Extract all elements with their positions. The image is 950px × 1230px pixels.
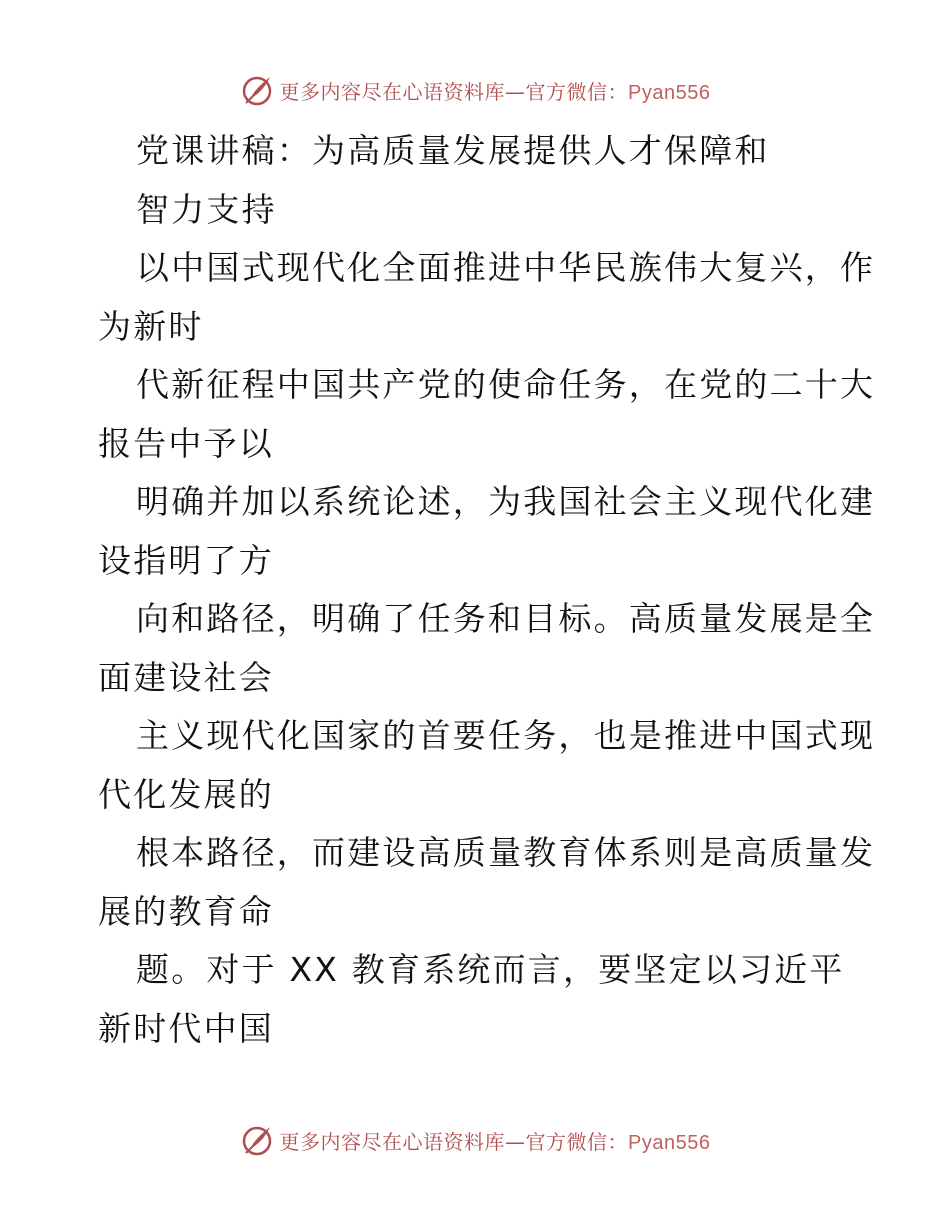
feather-logo-icon bbox=[240, 73, 274, 107]
paragraph-line: 题。对于 XX 教育系统而言，要坚定以习近平 bbox=[136, 950, 845, 989]
document-title-line-2: 智力支持 bbox=[136, 189, 277, 229]
feather-logo-icon bbox=[240, 1123, 274, 1157]
paragraph-line: 主义现代化国家的首要任务，也是推进中国式现 bbox=[136, 716, 876, 755]
document-title-line-1: 党课讲稿：为高质量发展提供人才保障和 bbox=[136, 131, 770, 170]
paragraph-line: 为新时 bbox=[98, 306, 204, 346]
paragraph-line: 面建设社会 bbox=[98, 657, 274, 697]
document-body bbox=[98, 122, 876, 1058]
header-handle: Pyan556 bbox=[628, 81, 711, 104]
paragraph-line: 新时代中国 bbox=[98, 1008, 274, 1048]
paragraph-line: 报告中予以 bbox=[98, 423, 274, 463]
footer-text: 更多内容尽在心语资料库—官方微信： bbox=[279, 1129, 629, 1154]
paragraph-line: 展的教育命 bbox=[98, 891, 274, 931]
paragraph-line: 根本路径，而建设高质量教育体系则是高质量发 bbox=[136, 833, 876, 872]
header-text: 更多内容尽在心语资料库—官方微信： bbox=[279, 79, 629, 104]
paragraph-line: 代化发展的 bbox=[98, 774, 274, 814]
paragraph-line: 设指明了方 bbox=[98, 540, 274, 580]
footer-handle: Pyan556 bbox=[628, 1131, 711, 1154]
paragraph-line: 明确并加以系统论述，为我国社会主义现代化建 bbox=[136, 482, 876, 521]
footer-watermark bbox=[0, 1120, 950, 1160]
paragraph-line: 代新征程中国共产党的使命任务，在党的二十大 bbox=[136, 365, 876, 404]
paragraph-line: 向和路径，明确了任务和目标。高质量发展是全 bbox=[136, 599, 876, 638]
header-watermark bbox=[0, 70, 950, 110]
paragraph-line: 以中国式现代化全面推进中华民族伟大复兴，作 bbox=[136, 248, 876, 287]
